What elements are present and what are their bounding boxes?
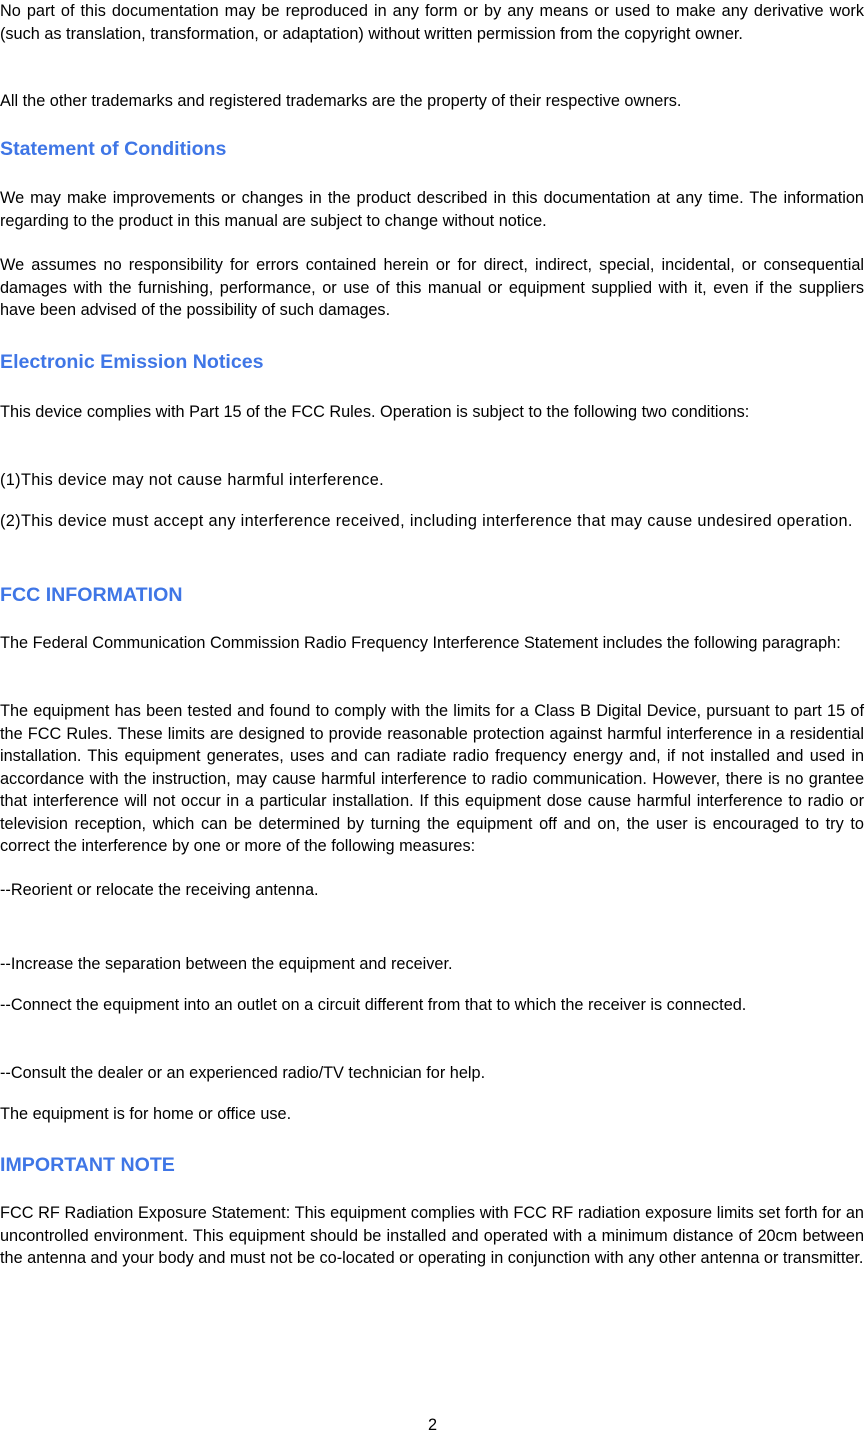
important-note-paragraph: FCC RF Radiation Exposure Statement: This equipment complies with FCC RF radiation exposure limits set forth for an uncontrolled environment. This equipment should be installed and operated with a minimum distance of 20cm between the antenna and your body and must not be co-located or operating in conjunction with any other antenna or transmitter. xyxy=(0,1204,864,1267)
copyright-paragraph: No part of this documentation may be reproduced in any form or by any means or used to make any derivative work (such as translation, transformation, or adaptation) without written permission from the copyright owner. xyxy=(0,2,864,43)
electronic-emission-notices-heading: Electronic Emission Notices xyxy=(0,351,264,373)
important-note-heading: IMPORTANT NOTE xyxy=(0,1154,175,1176)
statement-of-conditions-heading: Statement of Conditions xyxy=(0,138,227,160)
fcc-paragraph-2: The equipment has been tested and found to comply with the limits for a Class B Digital Device, pursuant to part 15 of the FCC Rules. These limits are designed to provide reasonable protection against harmful interference in a residential installation. This equipment generates, uses and can radiate radio frequency energy and, if not installed and used in accordance with the instruction, may cause harmful interference to radio communication. However, there is no grantee that interference will not occur in a particular installation. If this equipment dose cause harmful interference to radio or television reception, which can be determined by turning the equipment off and on, the user is encouraged to try to correct the interference by one or more of the following measures: xyxy=(0,702,864,855)
trademarks-paragraph: All the other trademarks and registered trademarks are the property of their respective owners. xyxy=(0,92,682,110)
page-number: 2 xyxy=(427,1416,438,1434)
emission-condition-2: (2)This device must accept any interference received, including interference that may cause undesired operation. xyxy=(0,512,853,530)
fcc-information-heading: FCC INFORMATION xyxy=(0,584,183,606)
emission-condition-1: (1)This device may not cause harmful interference. xyxy=(0,471,384,489)
fcc-measure-3: --Connect the equipment into an outlet on a circuit different from that to which the receiver is connected. xyxy=(0,996,747,1014)
fcc-paragraph-1: The Federal Communication Commission Radio Frequency Interference Statement includes the following paragraph: xyxy=(0,634,841,652)
fcc-measure-4: --Consult the dealer or an experienced radio/TV technician for help. xyxy=(0,1064,486,1082)
fcc-measure-2: --Increase the separation between the equipment and receiver. xyxy=(0,955,453,973)
conditions-paragraph-2: We assumes no responsibility for errors contained herein or for direct, indirect, special, incidental, or consequential damages with the furnishing, performance, or use of this manual or equipment supplied with it, even if the suppliers have been advised of the possibility of such damages. xyxy=(0,256,864,319)
fcc-measure-1: --Reorient or relocate the receiving antenna. xyxy=(0,881,319,899)
emission-paragraph-1: This device complies with Part 15 of the FCC Rules. Operation is subject to the following two conditions: xyxy=(0,403,750,421)
fcc-usage-note: The equipment is for home or office use. xyxy=(0,1105,292,1123)
conditions-paragraph-1: We may make improvements or changes in the product described in this documentation at any time. The information regarding to the product in this manual are subject to change without notice. xyxy=(0,189,864,230)
